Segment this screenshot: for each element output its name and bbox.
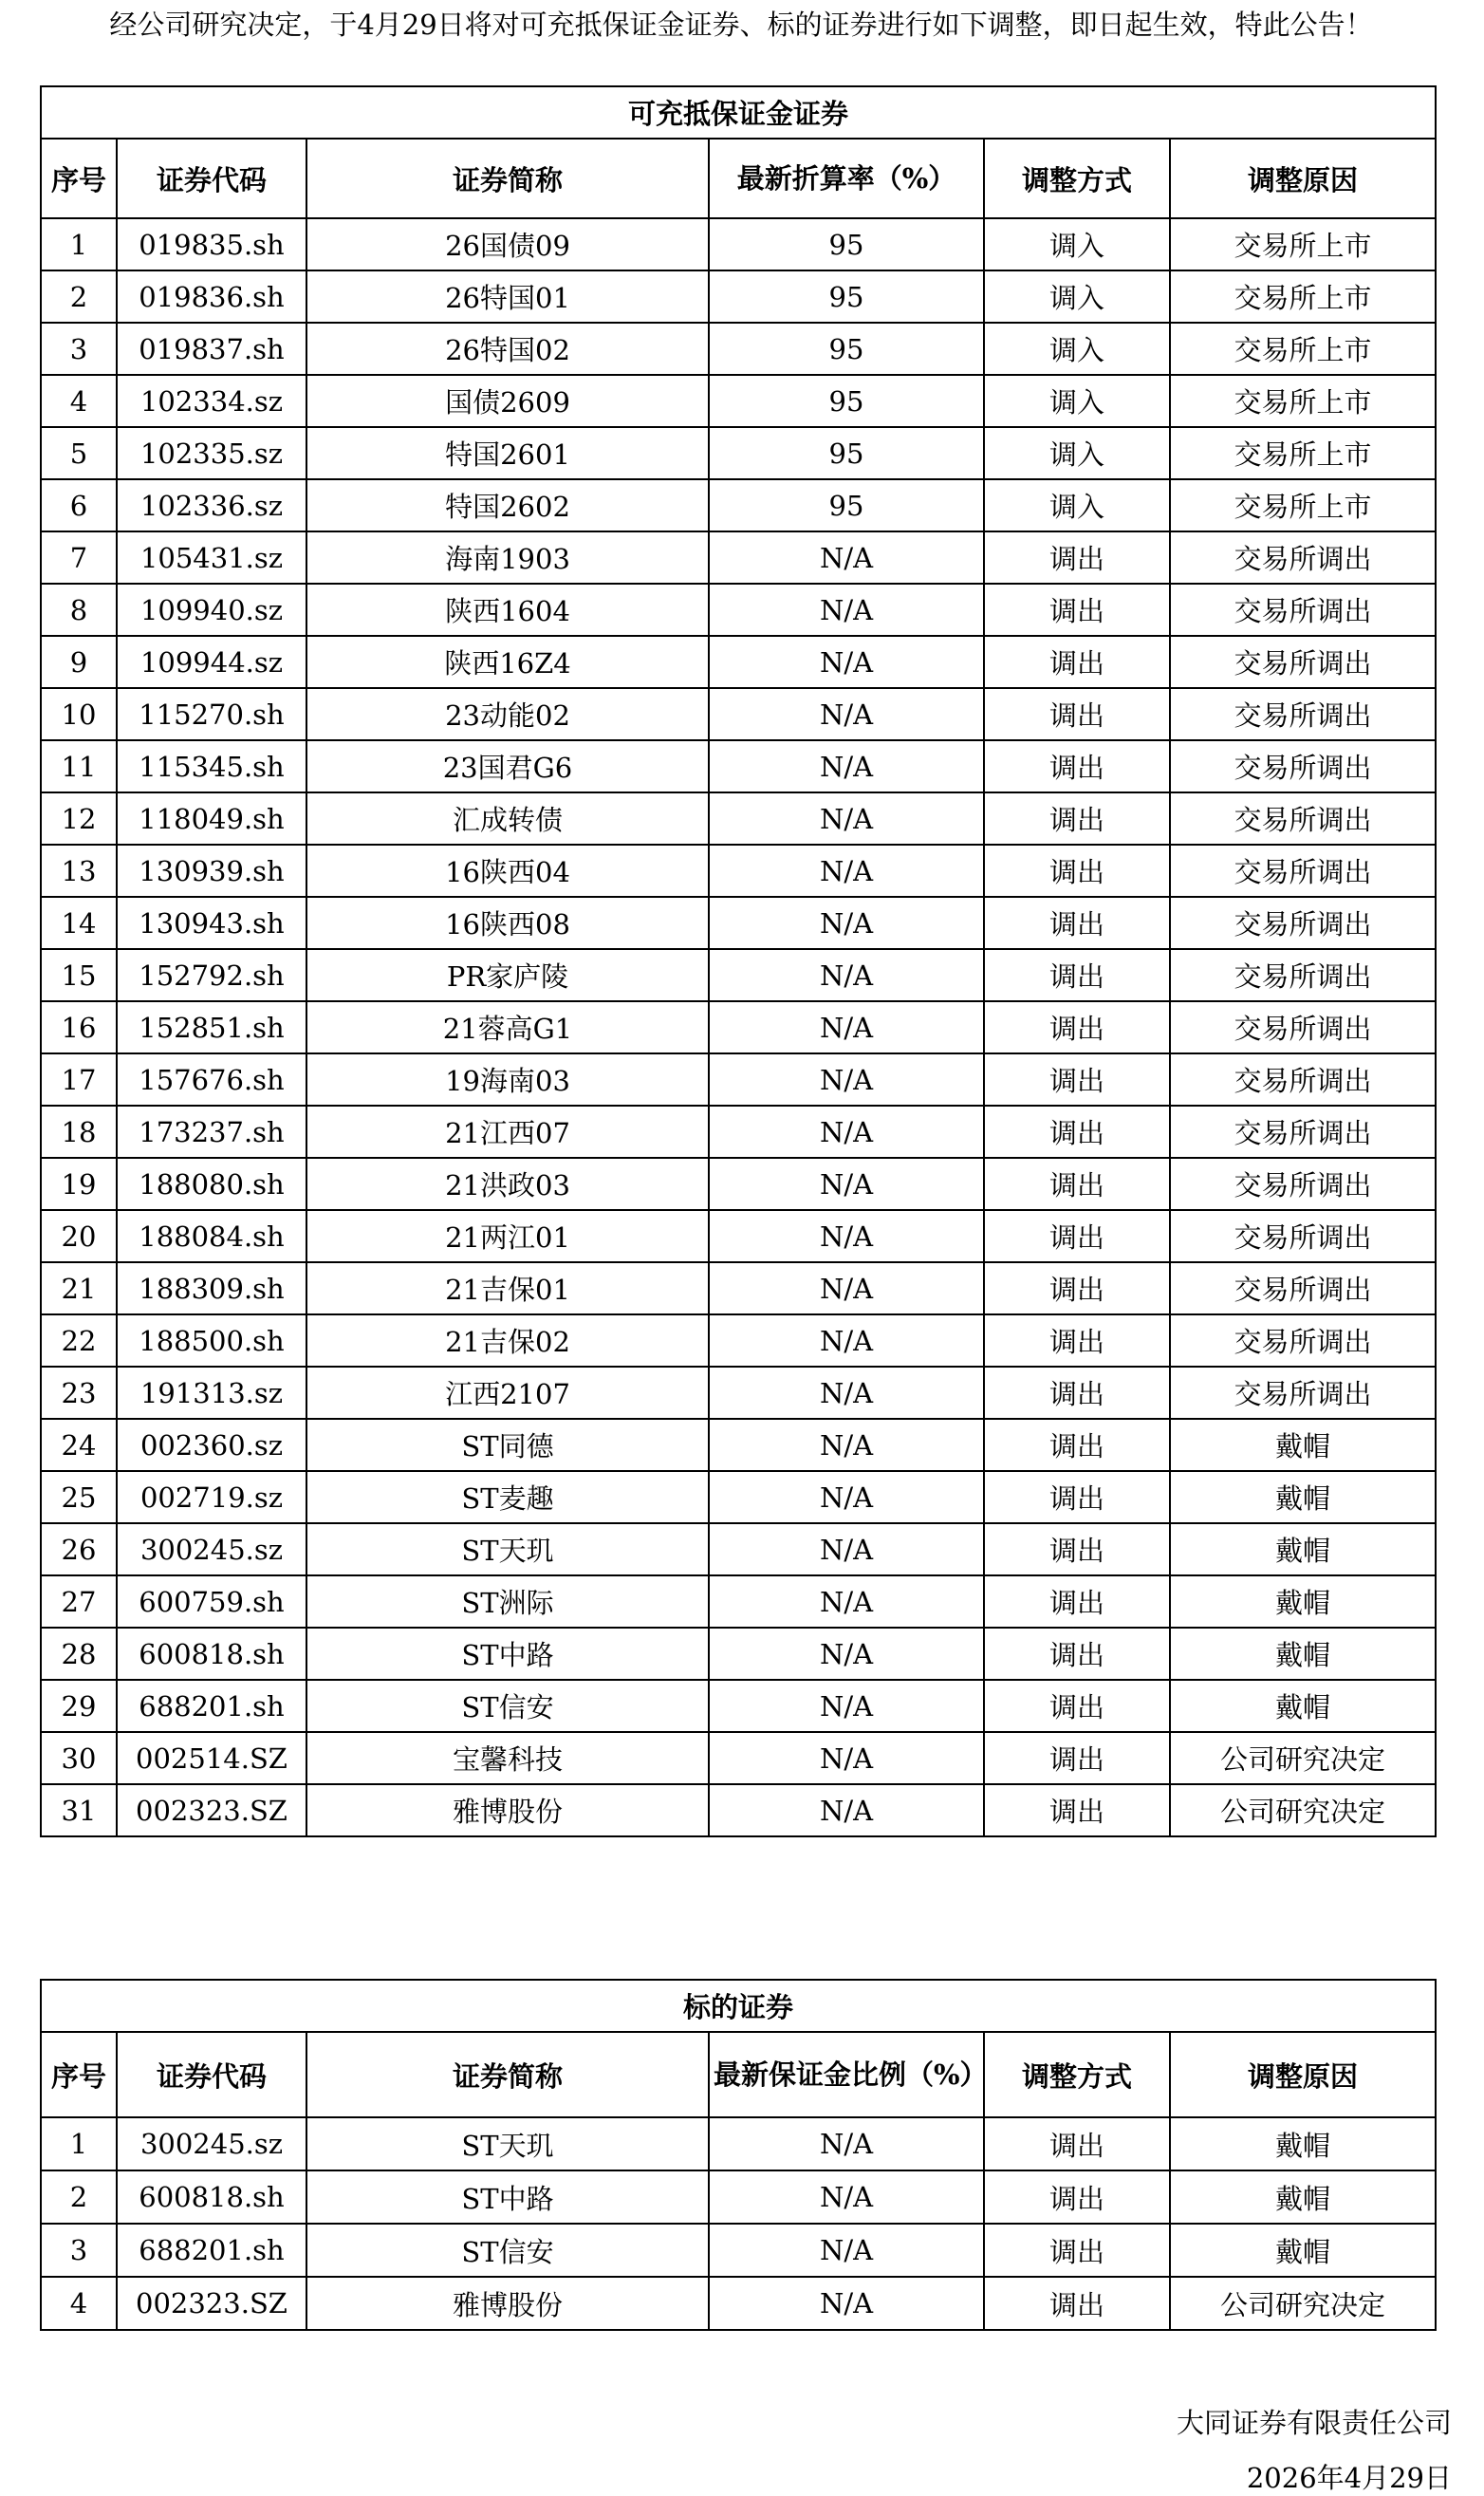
collateral-table-header-row	[41, 139, 1436, 218]
cell-adjust-reason: 交易所调出	[1170, 1262, 1436, 1314]
column-header-adjust-method: 调整方式	[984, 139, 1170, 218]
cell-adjust-reason: 戴帽	[1170, 1523, 1436, 1575]
cell-adjust-reason: 戴帽	[1170, 1680, 1436, 1732]
cell-adjust-reason: 交易所调出	[1170, 688, 1436, 740]
cell-index: 9	[41, 636, 117, 688]
cell-adjust-method: 调出	[984, 792, 1170, 845]
cell-rate: 95	[709, 479, 984, 531]
cell-name: 19海南03	[306, 1053, 709, 1106]
cell-adjust-method: 调出	[984, 740, 1170, 792]
cell-code: 109944.sz	[117, 636, 306, 688]
cell-adjust-reason: 公司研究决定	[1170, 1732, 1436, 1784]
cell-name: 雅博股份	[306, 1784, 709, 1836]
table-row	[41, 1628, 1436, 1680]
cell-rate: N/A	[709, 1471, 984, 1523]
cell-rate: N/A	[709, 1523, 984, 1575]
cell-rate: N/A	[709, 1628, 984, 1680]
cell-rate: N/A	[709, 584, 984, 636]
cell-adjust-reason: 戴帽	[1170, 2117, 1436, 2170]
cell-rate: N/A	[709, 1367, 984, 1419]
cell-rate: N/A	[709, 1262, 984, 1314]
underlying-table-title: 标的证券	[41, 1980, 1436, 2032]
cell-name: ST信安	[306, 2224, 709, 2277]
cell-name: ST麦趣	[306, 1471, 709, 1523]
cell-rate: N/A	[709, 2277, 984, 2330]
cell-rate: N/A	[709, 1314, 984, 1367]
cell-adjust-reason: 交易所上市	[1170, 270, 1436, 323]
table-row	[41, 1575, 1436, 1628]
cell-name: ST同德	[306, 1419, 709, 1471]
cell-code: 188500.sh	[117, 1314, 306, 1367]
cell-adjust-reason: 交易所调出	[1170, 636, 1436, 688]
cell-adjust-reason: 交易所调出	[1170, 897, 1436, 949]
cell-code: 102336.sz	[117, 479, 306, 531]
cell-adjust-method: 调出	[984, 845, 1170, 897]
cell-adjust-method: 调出	[984, 531, 1170, 584]
cell-name: 雅博股份	[306, 2277, 709, 2330]
underlying-securities-table	[40, 1979, 1437, 2331]
cell-index: 3	[41, 323, 117, 375]
cell-rate: 95	[709, 375, 984, 427]
table-row	[41, 740, 1436, 792]
cell-rate: 95	[709, 323, 984, 375]
column-header-margin-ratio: 最新保证金比例（%）	[709, 2032, 984, 2117]
cell-adjust-reason: 交易所上市	[1170, 479, 1436, 531]
cell-adjust-method: 调出	[984, 1106, 1170, 1158]
table-row	[41, 218, 1436, 270]
cell-adjust-method: 调出	[984, 1628, 1170, 1680]
cell-name: 16陕西04	[306, 845, 709, 897]
table-row	[41, 2224, 1436, 2277]
cell-name: 26特国02	[306, 323, 709, 375]
cell-index: 1	[41, 2117, 117, 2170]
cell-index: 2	[41, 270, 117, 323]
table-row	[41, 1732, 1436, 1784]
cell-code: 019836.sh	[117, 270, 306, 323]
cell-name: 汇成转债	[306, 792, 709, 845]
cell-code: 191313.sz	[117, 1367, 306, 1419]
table-row	[41, 1680, 1436, 1732]
cell-name: 16陕西08	[306, 897, 709, 949]
column-header-name: 证券简称	[306, 139, 709, 218]
table-row	[41, 1210, 1436, 1262]
column-header-code: 证券代码	[117, 2032, 306, 2117]
cell-adjust-method: 调入	[984, 323, 1170, 375]
cell-rate: N/A	[709, 1784, 984, 1836]
table-row	[41, 792, 1436, 845]
cell-code: 152792.sh	[117, 949, 306, 1001]
cell-adjust-reason: 交易所上市	[1170, 375, 1436, 427]
column-header-adjust-reason: 调整原因	[1170, 2032, 1436, 2117]
collateral-table-title: 可充抵保证金证券	[41, 86, 1436, 139]
cell-rate: 95	[709, 218, 984, 270]
cell-name: 21吉保01	[306, 1262, 709, 1314]
cell-code: 173237.sh	[117, 1106, 306, 1158]
cell-adjust-reason: 交易所调出	[1170, 949, 1436, 1001]
cell-adjust-reason: 戴帽	[1170, 1419, 1436, 1471]
table-row	[41, 1314, 1436, 1367]
cell-index: 25	[41, 1471, 117, 1523]
cell-adjust-reason: 交易所调出	[1170, 584, 1436, 636]
cell-adjust-reason: 交易所调出	[1170, 1367, 1436, 1419]
cell-adjust-method: 调入	[984, 270, 1170, 323]
cell-name: 国债2609	[306, 375, 709, 427]
cell-index: 5	[41, 427, 117, 479]
table-row	[41, 1001, 1436, 1053]
announcement-text: 经公司研究决定，于4月29日将对可充抵保证金证券、标的证券进行如下调整，即日起生效，特此公告！	[109, 9, 1373, 41]
cell-adjust-reason: 戴帽	[1170, 2224, 1436, 2277]
cell-code: 118049.sh	[117, 792, 306, 845]
table-row	[41, 2277, 1436, 2330]
cell-index: 15	[41, 949, 117, 1001]
cell-adjust-reason: 公司研究决定	[1170, 1784, 1436, 1836]
company-signature: 大同证券有限责任公司	[1176, 2407, 1452, 2439]
cell-index: 7	[41, 531, 117, 584]
cell-rate: N/A	[709, 2170, 984, 2224]
cell-adjust-method: 调入	[984, 375, 1170, 427]
cell-code: 002514.SZ	[117, 1732, 306, 1784]
cell-rate: N/A	[709, 792, 984, 845]
cell-code: 102335.sz	[117, 427, 306, 479]
column-header-adjust-method: 调整方式	[984, 2032, 1170, 2117]
table-row	[41, 1106, 1436, 1158]
cell-code: 300245.sz	[117, 1523, 306, 1575]
cell-name: ST天玑	[306, 1523, 709, 1575]
cell-adjust-method: 调出	[984, 1732, 1170, 1784]
cell-adjust-reason: 交易所调出	[1170, 1210, 1436, 1262]
cell-index: 11	[41, 740, 117, 792]
cell-adjust-reason: 交易所调出	[1170, 792, 1436, 845]
cell-adjust-reason: 戴帽	[1170, 1471, 1436, 1523]
cell-rate: N/A	[709, 1575, 984, 1628]
cell-adjust-reason: 交易所上市	[1170, 427, 1436, 479]
column-header-code: 证券代码	[117, 139, 306, 218]
cell-code: 002719.sz	[117, 1471, 306, 1523]
cell-rate: N/A	[709, 636, 984, 688]
cell-code: 600759.sh	[117, 1575, 306, 1628]
cell-adjust-method: 调出	[984, 1419, 1170, 1471]
cell-rate: N/A	[709, 1210, 984, 1262]
cell-index: 4	[41, 2277, 117, 2330]
cell-adjust-method: 调出	[984, 2170, 1170, 2224]
cell-code: 019837.sh	[117, 323, 306, 375]
cell-adjust-method: 调出	[984, 1471, 1170, 1523]
table-row	[41, 1784, 1436, 1836]
table-row	[41, 270, 1436, 323]
table-row	[41, 375, 1436, 427]
column-header-adjust-reason: 调整原因	[1170, 139, 1436, 218]
cell-rate: N/A	[709, 688, 984, 740]
cell-rate: N/A	[709, 1732, 984, 1784]
cell-code: 115270.sh	[117, 688, 306, 740]
cell-name: ST信安	[306, 1680, 709, 1732]
cell-adjust-reason: 交易所调出	[1170, 531, 1436, 584]
cell-adjust-method: 调出	[984, 1784, 1170, 1836]
cell-code: 019835.sh	[117, 218, 306, 270]
table-row	[41, 479, 1436, 531]
cell-code: 188084.sh	[117, 1210, 306, 1262]
cell-adjust-method: 调出	[984, 1367, 1170, 1419]
cell-code: 002323.SZ	[117, 1784, 306, 1836]
cell-name: 特国2602	[306, 479, 709, 531]
cell-code: 002360.sz	[117, 1419, 306, 1471]
table-row	[41, 1419, 1436, 1471]
cell-adjust-reason: 交易所上市	[1170, 323, 1436, 375]
cell-index: 4	[41, 375, 117, 427]
cell-adjust-reason: 交易所调出	[1170, 1314, 1436, 1367]
cell-adjust-method: 调出	[984, 2224, 1170, 2277]
cell-index: 18	[41, 1106, 117, 1158]
table-row	[41, 531, 1436, 584]
cell-rate: N/A	[709, 1419, 984, 1471]
cell-name: 江西2107	[306, 1367, 709, 1419]
cell-name: 23动能02	[306, 688, 709, 740]
column-header-index: 序号	[41, 139, 117, 218]
cell-adjust-reason: 交易所调出	[1170, 1106, 1436, 1158]
cell-index: 26	[41, 1523, 117, 1575]
cell-adjust-method: 调出	[984, 897, 1170, 949]
underlying-table-header-row	[41, 2032, 1436, 2117]
cell-index: 30	[41, 1732, 117, 1784]
cell-adjust-reason: 戴帽	[1170, 2170, 1436, 2224]
cell-index: 13	[41, 845, 117, 897]
cell-index: 29	[41, 1680, 117, 1732]
cell-index: 8	[41, 584, 117, 636]
cell-index: 14	[41, 897, 117, 949]
cell-name: 特国2601	[306, 427, 709, 479]
cell-name: 宝馨科技	[306, 1732, 709, 1784]
cell-adjust-reason: 公司研究决定	[1170, 2277, 1436, 2330]
cell-index: 20	[41, 1210, 117, 1262]
cell-adjust-method: 调入	[984, 218, 1170, 270]
cell-adjust-method: 调出	[984, 688, 1170, 740]
cell-index: 10	[41, 688, 117, 740]
cell-code: 188309.sh	[117, 1262, 306, 1314]
cell-index: 23	[41, 1367, 117, 1419]
cell-index: 19	[41, 1158, 117, 1210]
cell-adjust-method: 调出	[984, 1575, 1170, 1628]
cell-index: 22	[41, 1314, 117, 1367]
cell-code: 600818.sh	[117, 2170, 306, 2224]
column-header-index: 序号	[41, 2032, 117, 2117]
cell-adjust-method: 调出	[984, 636, 1170, 688]
table-row	[41, 1262, 1436, 1314]
cell-adjust-reason: 交易所调出	[1170, 1158, 1436, 1210]
cell-name: ST天玑	[306, 2117, 709, 2170]
cell-rate: N/A	[709, 531, 984, 584]
cell-name: 21江西07	[306, 1106, 709, 1158]
cell-adjust-method: 调入	[984, 427, 1170, 479]
table-row	[41, 1158, 1436, 1210]
table-row	[41, 1053, 1436, 1106]
cell-adjust-method: 调出	[984, 1001, 1170, 1053]
table-row	[41, 2170, 1436, 2224]
cell-adjust-reason: 交易所上市	[1170, 218, 1436, 270]
cell-rate: N/A	[709, 1106, 984, 1158]
collateral-securities-table	[40, 85, 1437, 1837]
cell-index: 28	[41, 1628, 117, 1680]
cell-name: 21吉保02	[306, 1314, 709, 1367]
cell-adjust-reason: 交易所调出	[1170, 1001, 1436, 1053]
cell-rate: N/A	[709, 845, 984, 897]
cell-code: 600818.sh	[117, 1628, 306, 1680]
cell-name: 21蓉高G1	[306, 1001, 709, 1053]
cell-index: 31	[41, 1784, 117, 1836]
cell-code: 300245.sz	[117, 2117, 306, 2170]
cell-name: 陕西1604	[306, 584, 709, 636]
cell-index: 21	[41, 1262, 117, 1314]
cell-rate: 95	[709, 427, 984, 479]
cell-code: 115345.sh	[117, 740, 306, 792]
cell-code: 152851.sh	[117, 1001, 306, 1053]
table-row	[41, 2117, 1436, 2170]
table-row	[41, 584, 1436, 636]
column-header-name: 证券简称	[306, 2032, 709, 2117]
cell-index: 27	[41, 1575, 117, 1628]
cell-adjust-method: 调出	[984, 2117, 1170, 2170]
cell-adjust-method: 调出	[984, 949, 1170, 1001]
cell-adjust-reason: 交易所调出	[1170, 740, 1436, 792]
cell-adjust-method: 调出	[984, 1680, 1170, 1732]
cell-rate: N/A	[709, 1001, 984, 1053]
cell-adjust-method: 调出	[984, 1523, 1170, 1575]
table-row	[41, 897, 1436, 949]
cell-index: 6	[41, 479, 117, 531]
cell-rate: N/A	[709, 1158, 984, 1210]
cell-rate: N/A	[709, 1680, 984, 1732]
cell-rate: 95	[709, 270, 984, 323]
cell-name: 26国债09	[306, 218, 709, 270]
cell-index: 16	[41, 1001, 117, 1053]
cell-code: 188080.sh	[117, 1158, 306, 1210]
cell-code: 109940.sz	[117, 584, 306, 636]
table-row	[41, 949, 1436, 1001]
table-row	[41, 1471, 1436, 1523]
cell-code: 688201.sh	[117, 1680, 306, 1732]
cell-adjust-method: 调出	[984, 1210, 1170, 1262]
cell-rate: N/A	[709, 2224, 984, 2277]
cell-rate: N/A	[709, 740, 984, 792]
cell-name: PR家庐陵	[306, 949, 709, 1001]
cell-rate: N/A	[709, 897, 984, 949]
cell-adjust-method: 调出	[984, 2277, 1170, 2330]
table-row	[41, 636, 1436, 688]
cell-name: ST洲际	[306, 1575, 709, 1628]
cell-name: 21洪政03	[306, 1158, 709, 1210]
cell-index: 1	[41, 218, 117, 270]
table-row	[41, 1523, 1436, 1575]
cell-index: 12	[41, 792, 117, 845]
table-row	[41, 688, 1436, 740]
cell-adjust-method: 调出	[984, 1314, 1170, 1367]
cell-code: 105431.sz	[117, 531, 306, 584]
cell-adjust-reason: 交易所调出	[1170, 845, 1436, 897]
cell-code: 102334.sz	[117, 375, 306, 427]
cell-index: 17	[41, 1053, 117, 1106]
cell-name: 海南1903	[306, 531, 709, 584]
cell-code: 688201.sh	[117, 2224, 306, 2277]
cell-name: ST中路	[306, 1628, 709, 1680]
table-row	[41, 845, 1436, 897]
cell-adjust-method: 调出	[984, 1262, 1170, 1314]
cell-rate: N/A	[709, 2117, 984, 2170]
cell-adjust-reason: 戴帽	[1170, 1575, 1436, 1628]
table-row	[41, 323, 1436, 375]
cell-adjust-method: 调出	[984, 584, 1170, 636]
cell-name: ST中路	[306, 2170, 709, 2224]
cell-name: 26特国01	[306, 270, 709, 323]
table-row	[41, 427, 1436, 479]
cell-name: 陕西16Z4	[306, 636, 709, 688]
cell-index: 24	[41, 1419, 117, 1471]
cell-index: 2	[41, 2170, 117, 2224]
cell-name: 21两江01	[306, 1210, 709, 1262]
cell-index: 3	[41, 2224, 117, 2277]
cell-rate: N/A	[709, 1053, 984, 1106]
cell-name: 23国君G6	[306, 740, 709, 792]
cell-adjust-method: 调出	[984, 1053, 1170, 1106]
cell-adjust-method: 调出	[984, 1158, 1170, 1210]
cell-code: 002323.SZ	[117, 2277, 306, 2330]
cell-adjust-reason: 戴帽	[1170, 1628, 1436, 1680]
signature-date: 2026年4月29日	[1246, 2462, 1452, 2494]
cell-code: 157676.sh	[117, 1053, 306, 1106]
cell-code: 130939.sh	[117, 845, 306, 897]
cell-rate: N/A	[709, 949, 984, 1001]
table-row	[41, 1367, 1436, 1419]
cell-adjust-method: 调入	[984, 479, 1170, 531]
column-header-discount-rate: 最新折算率（%）	[709, 139, 984, 218]
cell-code: 130943.sh	[117, 897, 306, 949]
cell-adjust-reason: 交易所调出	[1170, 1053, 1436, 1106]
